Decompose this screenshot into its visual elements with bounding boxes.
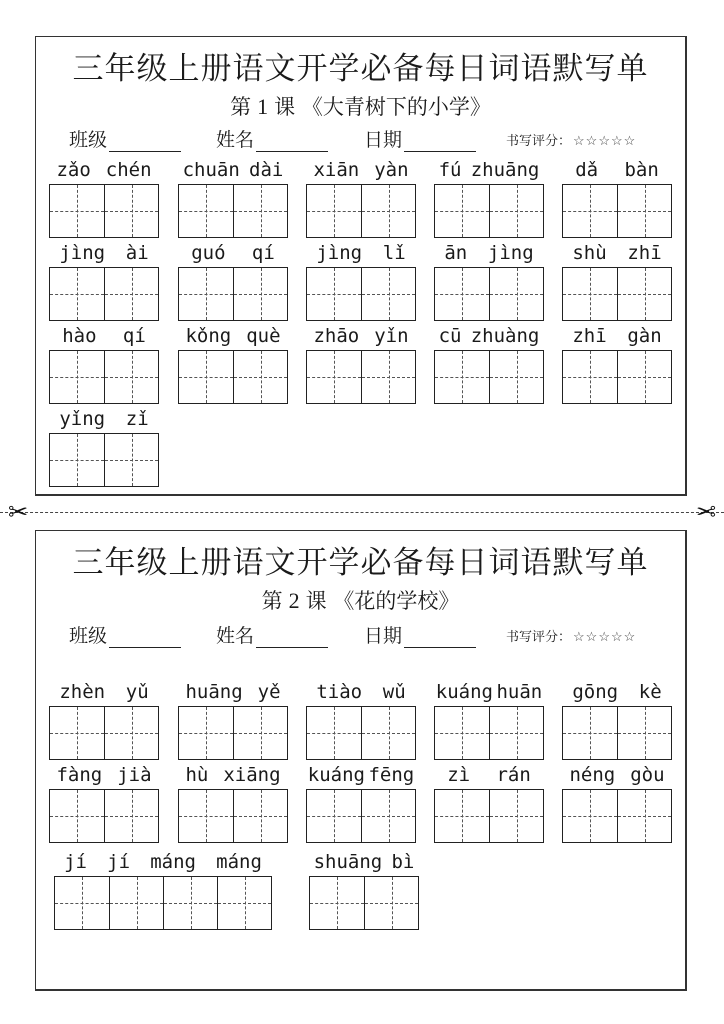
student-info-row <box>36 125 685 151</box>
writing-cell[interactable] <box>179 707 233 759</box>
pinyin-syllable: yǐn <box>374 325 409 347</box>
writing-cell[interactable] <box>617 268 671 320</box>
word-item <box>434 159 544 239</box>
pinyin-label <box>434 159 544 181</box>
writing-cell[interactable] <box>563 185 617 237</box>
writing-cell[interactable] <box>489 185 543 237</box>
pinyin-syllable: yě <box>257 681 281 703</box>
pinyin-label <box>434 242 544 264</box>
lesson-suffix: 课 <box>305 589 327 613</box>
word-item <box>562 681 672 761</box>
tianzige-boxes[interactable] <box>49 267 159 321</box>
pinyin-label <box>562 681 672 703</box>
tianzige-boxes[interactable] <box>306 267 416 321</box>
date-label: 日期 <box>364 129 403 151</box>
pinyin-syllable: kǒng <box>185 325 232 347</box>
pinyin-syllable: zì <box>447 764 471 786</box>
pinyin-label <box>49 681 159 703</box>
pinyin-label <box>178 681 288 703</box>
writing-cell[interactable] <box>50 707 104 759</box>
writing-cell[interactable] <box>489 268 543 320</box>
writing-cell[interactable] <box>104 790 158 842</box>
tianzige-boxes[interactable] <box>306 706 416 760</box>
tianzige-boxes[interactable] <box>562 350 672 404</box>
writing-cell[interactable] <box>435 268 489 320</box>
word-item <box>178 681 288 761</box>
word-item <box>49 764 159 844</box>
pinyin-syllable: zǐ <box>125 408 149 430</box>
writing-cell[interactable] <box>50 790 104 842</box>
pinyin-syllable: jí <box>64 851 87 873</box>
tianzige-boxes[interactable] <box>306 789 416 843</box>
writing-score <box>506 130 636 149</box>
worksheet-2 <box>35 530 687 991</box>
writing-cell[interactable] <box>563 790 617 842</box>
word-item <box>54 851 272 931</box>
writing-cell[interactable] <box>435 185 489 237</box>
tianzige-boxes[interactable] <box>434 350 544 404</box>
pinyin-syllable: zhāo <box>313 325 360 347</box>
pinyin-label <box>49 408 159 430</box>
word-item <box>306 325 416 405</box>
writing-cell[interactable] <box>179 351 233 403</box>
word-item <box>434 242 544 322</box>
pinyin-syllable: wǔ <box>382 681 406 703</box>
name-label: 姓名 <box>216 625 255 647</box>
writing-cell[interactable] <box>617 185 671 237</box>
writing-cell[interactable] <box>109 877 163 929</box>
lesson-number: 2 <box>288 588 300 613</box>
pinyin-syllable: bàn <box>624 159 659 181</box>
pinyin-syllable: qí <box>122 325 146 347</box>
tianzige-boxes[interactable] <box>49 184 159 238</box>
tianzige-boxes[interactable] <box>434 267 544 321</box>
cut-line <box>0 512 724 513</box>
word-item <box>178 159 288 239</box>
pinyin-label <box>306 159 416 181</box>
pinyin-syllable: qí <box>251 242 275 264</box>
writing-cell[interactable] <box>617 707 671 759</box>
pinyin-syllable: ài <box>125 242 149 264</box>
word-item <box>49 681 159 761</box>
writing-cell[interactable] <box>104 185 158 237</box>
pinyin-label <box>54 851 272 873</box>
tianzige-boxes[interactable] <box>178 350 288 404</box>
pinyin-label <box>434 681 544 703</box>
writing-cell[interactable] <box>50 351 104 403</box>
pinyin-label <box>306 325 416 347</box>
pinyin-syllable: tiào <box>316 681 363 703</box>
pinyin-label <box>434 325 544 347</box>
pinyin-syllable: rán <box>496 764 531 786</box>
pinyin-syllable: chuān <box>182 159 240 181</box>
tianzige-boxes[interactable] <box>178 184 288 238</box>
word-item <box>434 764 544 844</box>
writing-cell[interactable] <box>489 351 543 403</box>
lesson-heading <box>36 91 685 121</box>
word-item <box>49 242 159 322</box>
writing-cell[interactable] <box>307 185 361 237</box>
writing-cell[interactable] <box>50 268 104 320</box>
lesson-heading <box>36 585 685 615</box>
pinyin-syllable: jí <box>107 851 131 873</box>
pinyin-syllable: zhī <box>572 325 607 347</box>
lesson-prefix: 第 <box>230 95 252 119</box>
writing-cell[interactable] <box>179 185 233 237</box>
class-label: 班级 <box>69 625 108 647</box>
pinyin-syllable: cū <box>438 325 462 347</box>
pinyin-label <box>309 851 419 873</box>
writing-cell[interactable] <box>361 707 415 759</box>
word-item <box>49 408 159 488</box>
pinyin-label <box>178 159 288 181</box>
pinyin-syllable: jià <box>117 764 152 786</box>
worksheet-1 <box>35 36 687 496</box>
pinyin-syllable: gàn <box>627 325 662 347</box>
writing-cell[interactable] <box>50 185 104 237</box>
writing-cell[interactable] <box>361 790 415 842</box>
pinyin-label <box>434 764 544 786</box>
pinyin-syllable: xiāng <box>223 764 281 786</box>
pinyin-syllable: zǎo <box>56 159 91 181</box>
worksheet-title: 三年级上册语文开学必备每日词语默写单 <box>72 51 649 87</box>
tianzige-boxes[interactable] <box>434 184 544 238</box>
name-label: 姓名 <box>216 129 255 151</box>
tianzige-boxes[interactable] <box>178 706 288 760</box>
pinyin-syllable: kè <box>638 681 662 703</box>
pinyin-syllable: jìng <box>487 242 534 264</box>
pinyin-syllable: shù <box>572 242 607 264</box>
pinyin-syllable: shuāng <box>313 851 383 873</box>
writing-cell[interactable] <box>435 351 489 403</box>
tianzige-boxes[interactable] <box>309 876 419 930</box>
word-item <box>178 242 288 322</box>
pinyin-syllable: yǔ <box>125 681 149 703</box>
pinyin-syllable: yǐng <box>59 408 106 430</box>
name-input-line[interactable] <box>256 131 328 152</box>
pinyin-label <box>49 325 159 347</box>
worksheet-title: 三年级上册语文开学必备每日词语默写单 <box>72 545 649 581</box>
word-item <box>306 242 416 322</box>
writing-cell[interactable] <box>307 707 361 759</box>
writing-cell[interactable] <box>435 707 489 759</box>
pinyin-label <box>306 764 416 786</box>
writing-cell[interactable] <box>307 790 361 842</box>
pinyin-syllable: zhuāng <box>470 159 540 181</box>
pinyin-syllable: máng <box>216 851 262 873</box>
pinyin-syllable: huāng <box>185 681 243 703</box>
pinyin-syllable: hào <box>62 325 97 347</box>
writing-cell[interactable] <box>307 351 361 403</box>
tianzige-boxes[interactable] <box>306 184 416 238</box>
pinyin-syllable: zhuàng <box>470 325 540 347</box>
writing-cell[interactable] <box>104 707 158 759</box>
writing-cell[interactable] <box>361 268 415 320</box>
pinyin-syllable: chén <box>105 159 152 181</box>
pinyin-syllable: yàn <box>374 159 409 181</box>
pinyin-syllable: fàng <box>56 764 103 786</box>
pinyin-syllable: kuáng <box>435 681 493 703</box>
word-item <box>306 764 416 844</box>
pinyin-label <box>49 764 159 786</box>
pinyin-syllable: bì <box>391 851 415 873</box>
writing-cell[interactable] <box>104 351 158 403</box>
lesson-name: 《花的学校》 <box>333 589 460 613</box>
date-field[interactable] <box>364 621 476 648</box>
writing-cell[interactable] <box>233 707 287 759</box>
word-item <box>309 851 419 931</box>
pinyin-label <box>306 681 416 703</box>
writing-cell[interactable] <box>233 268 287 320</box>
tianzige-boxes[interactable] <box>434 789 544 843</box>
name-input-line[interactable] <box>256 627 328 648</box>
pinyin-syllable: lǐ <box>382 242 406 264</box>
pinyin-syllable: dǎ <box>575 159 599 181</box>
word-item <box>562 242 672 322</box>
pinyin-syllable: máng <box>150 851 196 873</box>
pinyin-syllable: ān <box>444 242 468 264</box>
word-item <box>49 159 159 239</box>
lesson-number: 1 <box>257 94 269 119</box>
scissors-icon: ✂ <box>8 498 29 526</box>
writing-cell[interactable] <box>563 351 617 403</box>
writing-cell[interactable] <box>233 351 287 403</box>
writing-cell[interactable] <box>435 790 489 842</box>
class-field[interactable] <box>69 125 181 152</box>
writing-cell[interactable] <box>563 707 617 759</box>
pinyin-syllable: fēng <box>368 764 415 786</box>
writing-cell[interactable] <box>361 185 415 237</box>
word-item <box>306 681 416 761</box>
tianzige-boxes[interactable] <box>306 350 416 404</box>
pinyin-label <box>562 764 672 786</box>
pinyin-syllable: huān <box>496 681 543 703</box>
word-item <box>434 681 544 761</box>
pinyin-label <box>562 325 672 347</box>
pinyin-syllable: dài <box>249 159 284 181</box>
word-item <box>49 325 159 405</box>
writing-cell[interactable] <box>489 790 543 842</box>
student-info-row <box>36 621 685 647</box>
pinyin-label <box>178 325 288 347</box>
star-rating-icons[interactable]: ☆☆☆☆☆ <box>573 630 637 645</box>
score-label: 书写评分： <box>506 630 572 645</box>
class-label: 班级 <box>69 129 108 151</box>
writing-cell[interactable] <box>489 707 543 759</box>
writing-cell[interactable] <box>104 268 158 320</box>
pinyin-syllable: zhī <box>627 242 662 264</box>
pinyin-label <box>178 764 288 786</box>
pinyin-syllable: guó <box>191 242 226 264</box>
tianzige-boxes[interactable] <box>562 706 672 760</box>
pinyin-syllable: gòu <box>630 764 665 786</box>
pinyin-label <box>178 242 288 264</box>
pinyin-syllable: néng <box>569 764 616 786</box>
word-item <box>306 159 416 239</box>
tianzige-boxes[interactable] <box>178 789 288 843</box>
date-input-line[interactable] <box>404 131 476 152</box>
tianzige-boxes[interactable] <box>434 706 544 760</box>
pinyin-label <box>306 242 416 264</box>
writing-cell[interactable] <box>50 434 104 486</box>
writing-cell[interactable] <box>233 790 287 842</box>
scissors-icon: ✂ <box>695 498 716 526</box>
word-item <box>178 325 288 405</box>
tianzige-boxes[interactable] <box>562 184 672 238</box>
writing-cell[interactable] <box>104 434 158 486</box>
pinyin-syllable: què <box>246 325 281 347</box>
tianzige-boxes[interactable] <box>49 789 159 843</box>
class-input-line[interactable] <box>109 131 181 152</box>
pinyin-label <box>49 242 159 264</box>
writing-cell[interactable] <box>179 790 233 842</box>
writing-score <box>506 626 636 645</box>
pinyin-syllable: jìng <box>316 242 363 264</box>
word-item <box>562 764 672 844</box>
star-rating-icons[interactable]: ☆☆☆☆☆ <box>573 134 637 149</box>
pinyin-syllable: fú <box>438 159 462 181</box>
date-input-line[interactable] <box>404 627 476 648</box>
writing-cell[interactable] <box>179 268 233 320</box>
tianzige-boxes[interactable] <box>49 706 159 760</box>
writing-cell[interactable] <box>307 268 361 320</box>
date-label: 日期 <box>364 625 403 647</box>
pinyin-syllable: hù <box>185 764 209 786</box>
tianzige-boxes[interactable] <box>178 267 288 321</box>
word-item <box>178 764 288 844</box>
writing-cell[interactable] <box>563 268 617 320</box>
score-label: 书写评分： <box>506 134 572 149</box>
pinyin-syllable: gōng <box>572 681 619 703</box>
pinyin-label <box>49 159 159 181</box>
pinyin-syllable: kuáng <box>307 764 365 786</box>
writing-cell[interactable] <box>364 877 418 929</box>
pinyin-label <box>562 159 672 181</box>
word-item <box>434 325 544 405</box>
word-item <box>562 159 672 239</box>
writing-cell[interactable] <box>217 877 271 929</box>
writing-cell[interactable] <box>361 351 415 403</box>
pinyin-label <box>562 242 672 264</box>
writing-cell[interactable] <box>55 877 109 929</box>
name-field[interactable] <box>216 125 328 152</box>
tianzige-boxes[interactable] <box>49 433 159 487</box>
word-item <box>562 325 672 405</box>
writing-cell[interactable] <box>310 877 364 929</box>
tianzige-boxes[interactable] <box>49 350 159 404</box>
lesson-name: 《大青树下的小学》 <box>301 95 491 119</box>
date-field[interactable] <box>364 125 476 152</box>
pinyin-syllable: jìng <box>59 242 106 264</box>
tianzige-boxes[interactable] <box>562 789 672 843</box>
writing-cell[interactable] <box>233 185 287 237</box>
writing-cell[interactable] <box>617 351 671 403</box>
tianzige-boxes[interactable] <box>562 267 672 321</box>
name-field[interactable] <box>216 621 328 648</box>
pinyin-syllable: zhèn <box>59 681 106 703</box>
tianzige-boxes[interactable] <box>54 876 272 930</box>
class-input-line[interactable] <box>109 627 181 648</box>
writing-cell[interactable] <box>617 790 671 842</box>
writing-cell[interactable] <box>163 877 217 929</box>
class-field[interactable] <box>69 621 181 648</box>
lesson-prefix: 第 <box>261 589 283 613</box>
pinyin-syllable: xiān <box>313 159 360 181</box>
lesson-suffix: 课 <box>274 95 296 119</box>
